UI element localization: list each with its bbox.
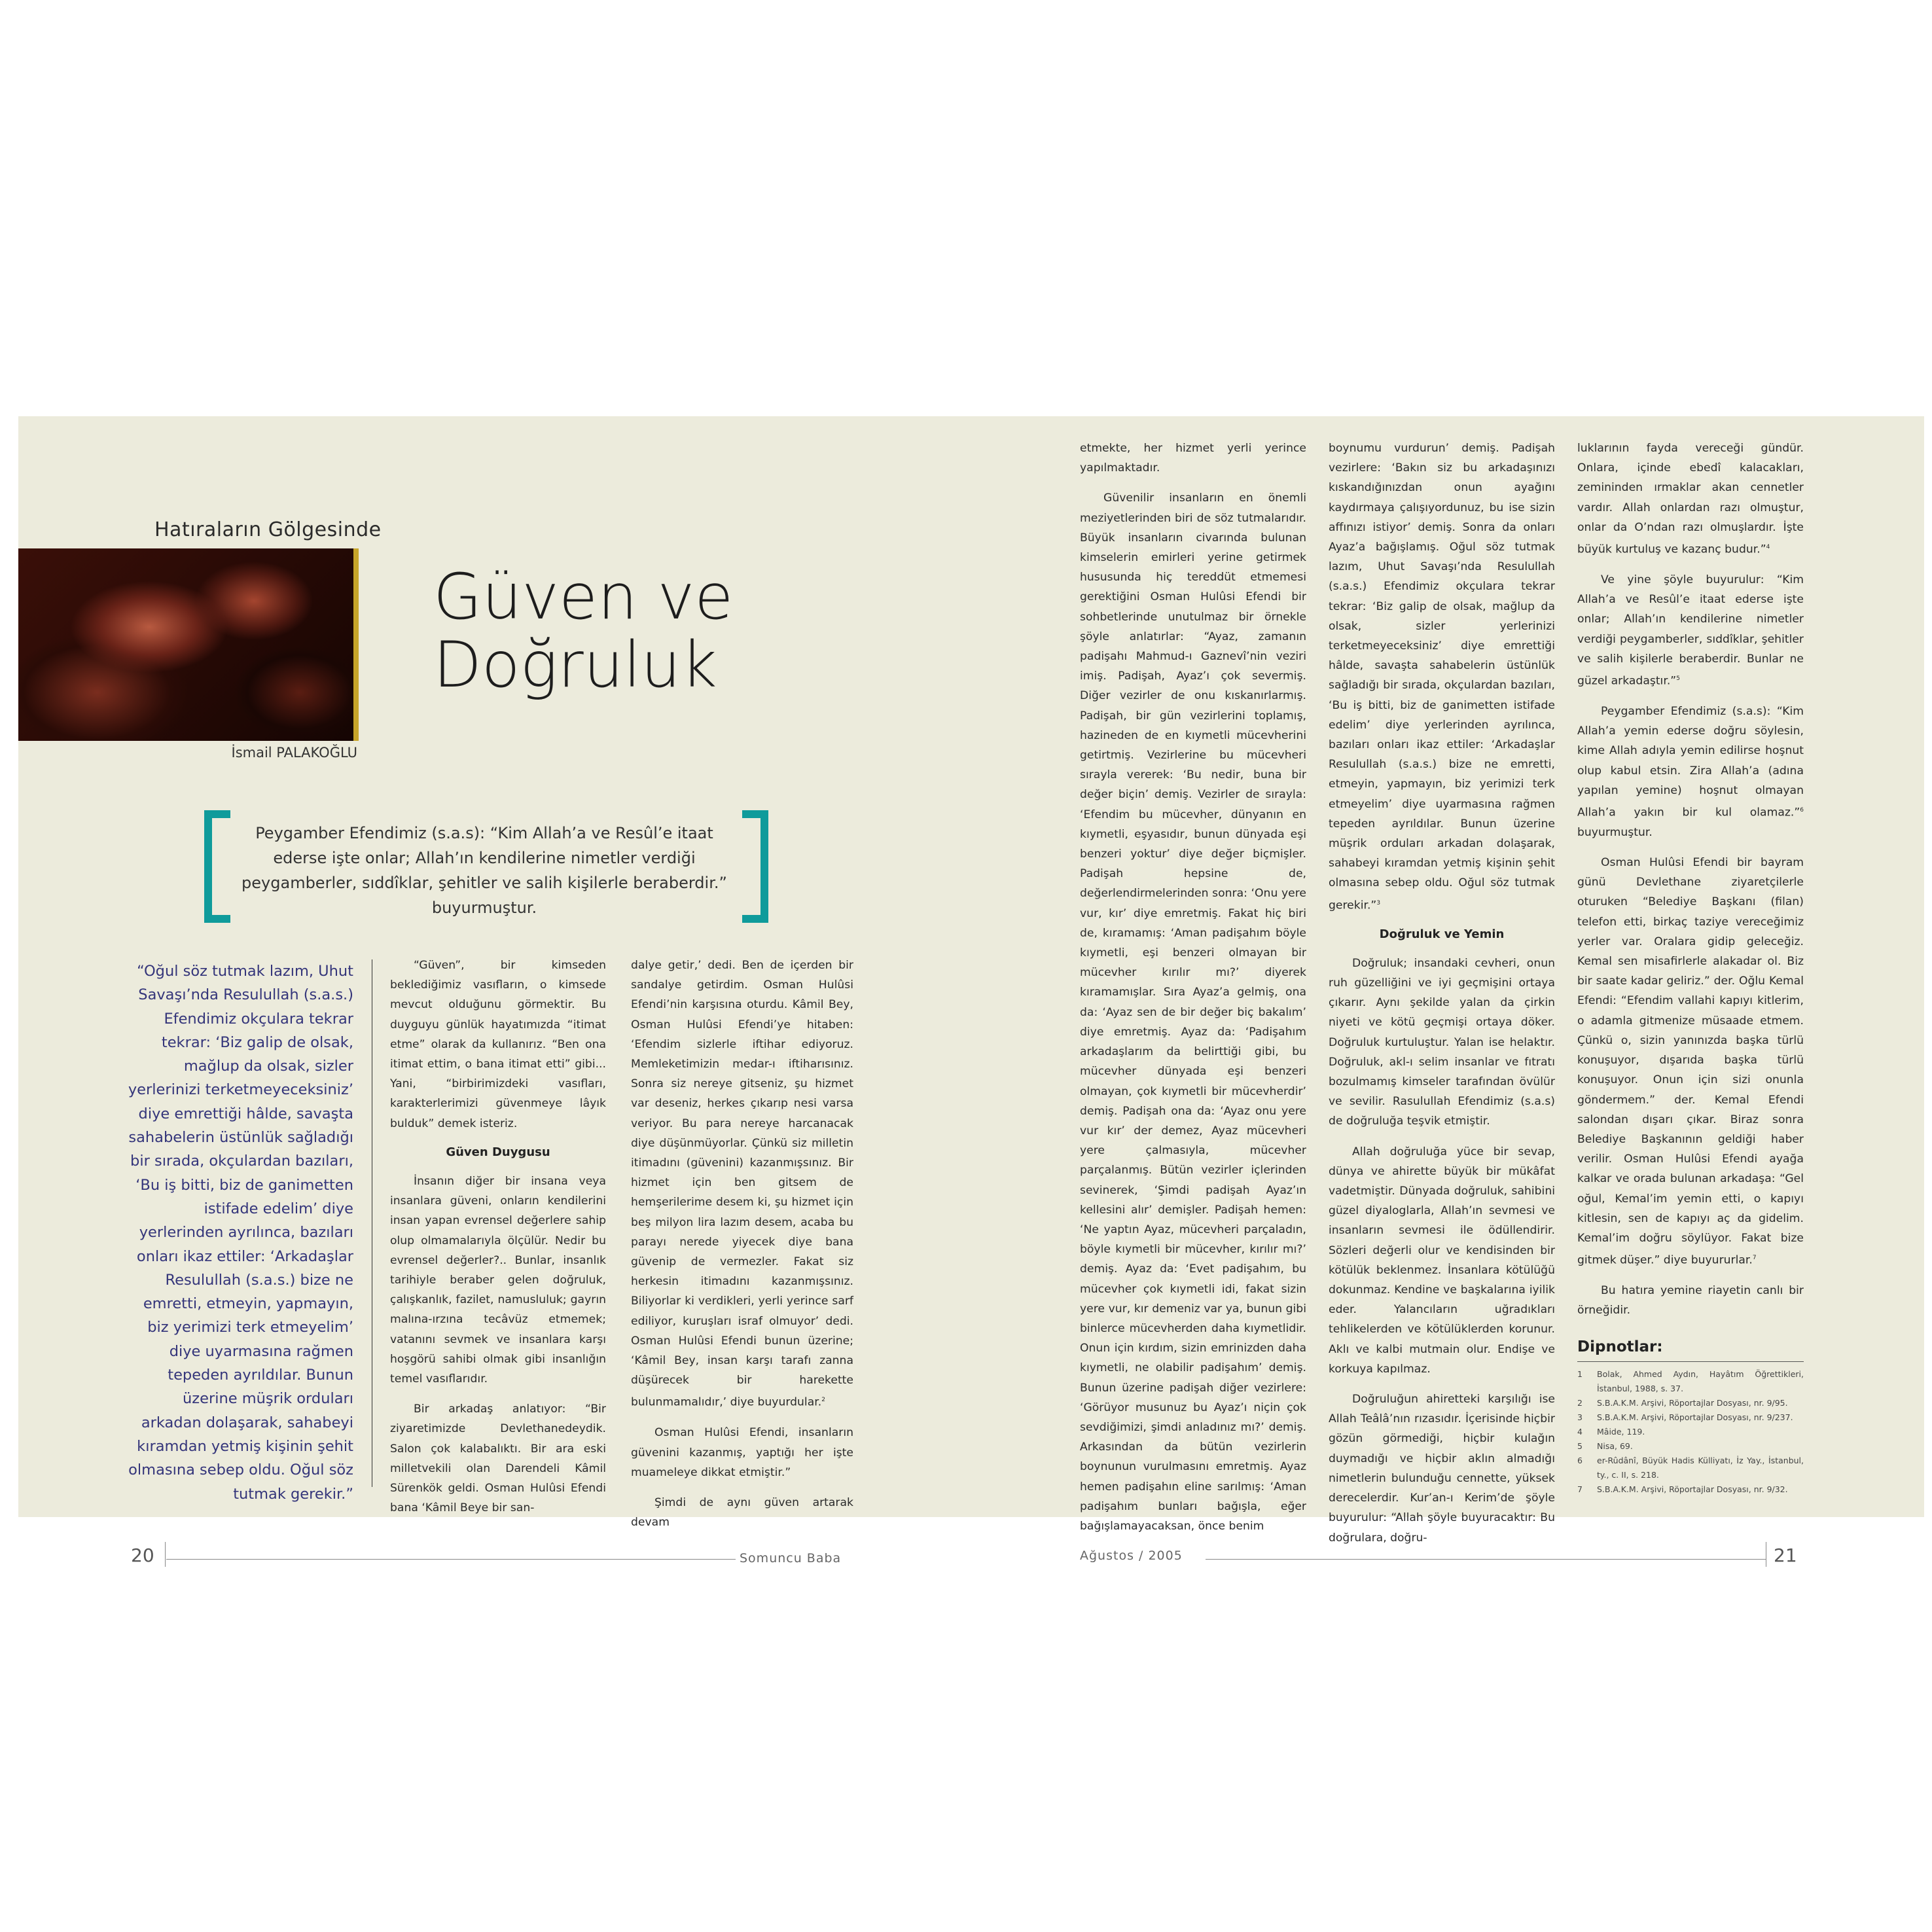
text-column-5 <box>1577 438 1804 1497</box>
footnote-item <box>1577 1367 1804 1396</box>
footnote-text: Bolak, Ahmed Aydın, Hayâtım Öğrettikleri, İstanbul, 1988, s. 37. <box>1597 1368 1804 1393</box>
paragraph-text: boynumu vurdurun’ demiş. Padişah vezirlere: ‘Bakın siz bu arkadaşınızı kıskandığınızdan onun ayağını kaydırmaya çalışıyordunuz, bu ise sizin affınızı istiyor’ demiş. Sonra da onları Ayaz’a bağışlamış. Oğul söz tutmak lazım, Uhut Savaşı’nda Resulullah (s.a.s.) Efendimiz okçulara tekrar tekrar: ‘Biz galip de olsak, mağlup da olsak, sizler yerlerinizi terketmeyeceksiniz’ diye emrettiği hâlde, savaşta sahabelerin üstünlük sağladığı bir sırada, okçulardan bazıları, ‘Bu iş bitti, biz de ganimetten istifade edelim’ diye yerlerinden ayrılınca, bazıları onları ikaz ettiler: ‘Arkadaşlar Resulullah (s.a.s.) bize ne emretti, etmeyin, yapmayın, biz yerimizi terk etmeyelim’ diye uyarmasına rağmen tepeden ayrıldılar. Bunun üzerine müşrik orduları arkadan dolaşarak, sahabeyi kıramdan yetmiş kişinin şehit olmasına sebep oldu. Oğul söz tutmak gerekir.” <box>1329 442 1555 912</box>
text-column-2 <box>631 956 853 1532</box>
ornament-photo <box>18 548 353 741</box>
paragraph: Doğruluk; insandaki cevheri, onun ruh güzelliğini ve iyi geçmişini ortaya çıkarır. Aynı şekilde yalan da çirkin niyeti ve kötü geçmişi ortaya döker. Doğruluk kurtuluştur. Yalan ise helaktır. Doğruluk, akl-ı selim insanlar ve fıtratı bozulmamış kimseler tarafından övülür ve sevilir. Rasulullah Efendimiz (s.a.s) de doğruluğa teşvik etmiştir. <box>1329 956 1555 1128</box>
footnote-ref: 5 <box>1676 675 1680 682</box>
right-bracket-icon <box>742 810 768 923</box>
footnote-ref: 7 <box>1752 1255 1757 1262</box>
footnote-number: 1 <box>1577 1368 1583 1379</box>
paragraph-text: luklarının fayda vereceği gündür. Onlara, içinde ebedî kalacakları, zemininden ırmaklar akan cennetler vardır. Allah onlardan razı olmuştur, onlar da O’ndan razı olmuşlardır. İşte büyük kurtuluş ve kazanç budur.” <box>1577 442 1804 556</box>
left-bracket-icon <box>204 810 230 923</box>
footnote-item <box>1577 1454 1804 1482</box>
footnote-text: Mâide, 119. <box>1597 1426 1645 1437</box>
text-column-1 <box>390 956 606 1518</box>
headline-line-2: Doğruluk <box>433 628 717 702</box>
footnote-text: S.B.A.K.M. Arşivi, Röportajlar Dosyası, nr. 9/237. <box>1597 1412 1793 1422</box>
subheading-dogruluk-ve-yemin: Doğruluk ve Yemin <box>1379 927 1505 941</box>
footnote-number: 7 <box>1577 1484 1583 1494</box>
paragraph <box>1577 438 1804 560</box>
paragraph <box>1577 570 1804 691</box>
footnotes-list <box>1577 1367 1804 1497</box>
author-name: İsmail PALAKOĞLU <box>231 745 357 760</box>
paragraph: Güvenilir insanların en önemli meziyetlerinden biri de söz tutmalarıdır. Büyük insanların civarında bulunan kimselerin emirleri yerine getirmek hususunda hiç tereddüt etmemesi gerektiğini Osman Hulûsi Efendi bir sohbetlerinde unutulmaz bir örnekle şöyle anlatırlar: “Ayaz, zamanın padişahı Mahmud-ı Gaznevî’nin veziri imiş. Padişah, Ayaz’ı çok severmiş. Diğer vezirler de onu kıskanırlarmış. Padişah, bir gün vezirlerini toplamış, hazineden de en kıymetli mücevherini getirtmiş. Vezirlerine bu mücevheri sırayla vererek: ‘Bu nedir, buna bir değer biçin’ demiş. Vezirler de sırayla: ‘Efendim bu mücevher, dünyanın en kıymetli, eşyasıdır, bunun dünyada eşi benzeri yoktur’ diye değer biçmişler. Padişah hepsine de, değerlendirmelerinden sonra: ‘Onu yere vur, kır’ diye emretmiş. Fakat hiç biri de, kıramamış: ‘Aman padişahım böyle kıymetli, eşi benzeri olmayan bir mücevher kırılır mı?’ diyerek kıramamışlar. Sıra Ayaz’a gelmiş, ona da: ‘Ayaz sen de bir değer biç bakalım’ diye emretmiş. Ayaz da: ‘Padişahım arkadaşlarım da belirttiği gibi, bu mücevher dünyada eşi benzeri olmayan, çok kıymetli bir mücevherdir’ demiş. Padişah ona da: ‘Ayaz onu yere vur kır’ der demez, Ayaz mücevheri yere çalmasıyla, mücevher parçalanmış. Bütün vezirler içlerinden sevinerek, ‘Şimdi padişah Ayaz’ın kellesini alır’ demişler. Padişah hemen: ‘Ne yaptın Ayaz, mücevheri parçaladın, böyle kıymetli bir mücevher, kırılır mı?’ demiş. Ayaz da: ‘Evet padişahım, bu mücevher çok kıymetli idi, fakat sizin yere vur, kır demeniz var ya, bunun gibi binlerce mücevherden daha kıymetlidir. Onun için kırdım, sizin emrinizden daha kıymetli, ne olabilir padişahım’ demiş. Bunun üzerine padişah diğer vezirlere: ‘Görüyor musunuz bu Ayaz’ı niçin çok sevdiğimizi, şimdi anladınız mı?’ demiş. Arkasından da bütün vezirlerin boynunun vurulmasını emretmiş. Ayaz hemen padişahın eline sarılmış: ‘Aman padişahım bunları bağışla, eğer bağışlamayacaksan, önce benim <box>1080 492 1306 1533</box>
footer-tick-left <box>165 1542 166 1567</box>
paragraph: Allah doğruluğa yüce bir sevap, dünya ve ahirette büyük bir mükâfat vadetmiştir. Dünyada doğruluk, sahibini güzel diyaloglarla, Allah’ın sevmesi ve insanların sevmesi ile ödüllendirir. Sözleri değerli olur ve kendisinden bir kötülük beklenmez. İnsanlara kötülüğü dokunmaz. Kendine ve başkalarına iyilik eder. Yalancıların uğradıkları tehlikelerden ve kötülüklerden korunur. Aklı ve kalbi mutmain olur. Endişe ve korkuya kapılmaz. <box>1329 1145 1555 1376</box>
footnote-text: S.B.A.K.M. Arşivi, Röportajlar Dosyası, nr. 9/95. <box>1597 1397 1788 1408</box>
paragraph-text: Peygamber Efendimiz (s.a.s): “Kim Allah’a yemin ederse doğru söylesin, kime Allah adıyla yemin edilirse hoşnut olup kabul etsin. Zira Allah’a (adına yapılan yemine) hoşnut olmayan Allah’a yakın bir kul olamaz.” <box>1577 704 1804 819</box>
footnote-ref: 4 <box>1766 544 1770 551</box>
paragraph-text: buyurmuştur. <box>1577 825 1653 839</box>
photo-accent-bar <box>353 548 359 741</box>
pull-quote: Peygamber Efendimiz (s.a.s): “Kim Allah’a ve Resûl’e itaat ederse işte onlar; Allah’ın kendilerine nimetler verdiği peygamberler, sıddîklar, şehitler ve salih kişilerle beraberdir.” buyurmuştur. <box>241 824 727 917</box>
footnote-item <box>1577 1439 1804 1454</box>
paragraph <box>1577 702 1804 842</box>
paragraph: Şimdi de aynı güven artarak devam <box>631 1496 853 1530</box>
footer-rule-right <box>1206 1559 1766 1560</box>
left-page-number: 20 <box>131 1545 154 1566</box>
footnote-item <box>1577 1396 1804 1410</box>
issue-date: Ağustos / 2005 <box>1080 1548 1183 1563</box>
footnotes-heading: Dipnotlar: <box>1577 1337 1804 1361</box>
magazine-name: Somuncu Baba <box>740 1551 842 1565</box>
paragraph: Bir arkadaş anlatıyor: “Bir ziyaretimizde Devlethanedeydik. Salon çok kalabalıktı. Bir ara eski milletvekili olan Darendeli Kâmil Sürenkök geldi. Osman Hulûsi Efendi bana ‘Kâmil Beye bir san- <box>390 1403 606 1515</box>
footnote-text: er-Rûdânî, Büyük Hadis Külliyatı, İz Yay., İstanbul, ty., c. II, s. 218. <box>1597 1455 1804 1480</box>
footnote-ref: 2 <box>821 1397 825 1404</box>
footnote-item <box>1577 1410 1804 1425</box>
footnote-number: 2 <box>1577 1397 1583 1408</box>
footer-rule-left <box>166 1559 736 1560</box>
text-column-3 <box>1080 438 1306 1536</box>
article-headline <box>433 560 734 702</box>
side-quote: “Oğul söz tutmak lazım, Uhut Savaşı’nda Resulullah (s.a.s.) Efendimiz okçulara tekrar tekrar: ‘Biz galip de olsak, mağlup da olsak, sizler yerlerinizi terketmeyeceksiniz’ diye emrettiği hâlde, savaşta sahabelerin üstünlük sağladığı bir sırada, okçulardan bazıları, ‘Bu iş bitti, biz de ganimetten istifade edelim’ diye yerlerinden ayrılınca, bazıları onları ikaz ettiler: ‘Arkadaşlar Resulullah (s.a.s.) bize ne emretti, etmeyin, yapmayın, biz yerimizi terk etmeyelim’ diye uyarmasına rağmen tepeden ayrıldılar. Bunun üzerine müşrik orduları arkadan dolaşarak, sahabeyi kıramdan yetmiş kişinin şehit olmasına sebep oldu. Oğul söz tutmak gerekir.” <box>128 963 353 1503</box>
paragraph-text: Ve yine şöyle buyurulur: “Kim Allah’a ve Resûl’e itaat ederse işte onlar; Allah’ın kendilerine nimetler verdiği peygamberler, sıddîklar, şehitler ve salih kişilerle beraberdir. Bunlar ne güzel arkadaştır.” <box>1577 573 1804 688</box>
paragraph <box>1577 853 1804 1270</box>
footnote-item <box>1577 1482 1804 1497</box>
footnote-text: S.B.A.K.M. Arşivi, Röportajlar Dosyası, nr. 9/32. <box>1597 1484 1788 1494</box>
paragraph: etmekte, her hizmet yerli yerince yapılmaktadır. <box>1080 442 1306 475</box>
paragraph-text: dalye getir,’ dedi. Ben de içerden bir sandalye getirdim. Osman Hulûsi Efendi’nin karşısına oturdu. Kâmil Bey, Osman Hulûsi Efendi’ye hitaben: ‘Efendim sizlerle iftihar ediyoruz. Memleketimizin medar-ı iftiharısınız. Sonra siz nereye gitseniz, şu hizmet var deseniz, herkes çıkarıp nesi varsa veriyor. Bu para nereye harcanacak diye düşünmüyorlar. Çünkü siz milletin itimadını (güvenini) kazanmışsınız. Bir hizmet için ben gitsem de hemşerilerime desem ki, şu hizmet için beş milyon lira lazım desem, acaba bu parayı nerede yiyecek diye bana güvenip de vermezler. Fakat siz herkesin itimadını kazanmışsınız. Biliyorlar ki verdikleri, yerli yerince sarf ediliyor, kuruşları israf olmuyor’ dedi. Osman Hulûsi Efendi bunun üzerine; ‘Kâmil Bey, insan karşı tarafı zanna düşürecek bir harekette bulunmamalıdır,’ diye buyurdular. <box>631 959 853 1410</box>
footnote-number: 6 <box>1577 1455 1583 1465</box>
paragraph <box>631 956 853 1412</box>
paragraph-text: Osman Hulûsi Efendi bir bayram günü Devlethane ziyaretçilerle oturuken “Belediye Başkanı (filan) telefon etti, birkaç taziye vereceğimiz yerler var. Oralara gidip geleceğiz. Kemal sen misafirlerle alakadar ol. Biz bir saate kadar geliriz.” der. Oğlu Kemal Efendi: “Efendim vallahi kapıyı kitlerim, o adamla gitmenize müsaade etmem. Çünkü o, sizin yanınızda başka türlü konuşuyor, dışarıda başka türlü konuşuyor. Onun için sizi onunla göndermem.” der. Kemal Efendi salondan dışarı çıkar. Biraz sonra Belediye Başkanının geldiği haber verilir. Osman Hulûsi Efendi ayağa kalkar ve orada bulunan arkadaşa: “Gel oğul, Kemal’im yemin etti, o kapıyı kitlesin, sen de kapıyı aç da gidelim. Kemal’im doğru söylüyor. Fakat bize gitmek düşer.” diye buyururlar. <box>1577 856 1804 1267</box>
paragraph: Bu hatıra yemine riayetin canlı bir örneğidir. <box>1577 1284 1804 1317</box>
footnote-number: 3 <box>1577 1412 1583 1422</box>
headline-line-1: Güven ve <box>433 560 734 634</box>
paragraph <box>1329 438 1555 916</box>
footnote-item <box>1577 1425 1804 1439</box>
section-title: Hatıraların Gölgesinde <box>154 518 382 541</box>
subheading-guven-duygusu: Güven Duygusu <box>446 1145 550 1159</box>
right-page-number: 21 <box>1774 1545 1797 1566</box>
paragraph: Doğruluğun ahiretteki karşılığı ise Allah Teâlâ’nın rızasıdır. İçerisinde hiçbir gözün görmediği, hiçbir kulağın duymadığı ve hiçbir aklın almadığı nimetlerin bulunduğu cennette, yüksek derecelerdir. Kur’an-ı Kerim’de şöyle buyurulur: “Allah şöyle buyuracaktır: Bu doğrulara, doğru- <box>1329 1393 1555 1545</box>
footnote-ref: 6 <box>1800 806 1804 814</box>
footnote-number: 4 <box>1577 1426 1583 1437</box>
footnote-ref: 3 <box>1376 899 1381 906</box>
paragraph: Osman Hulûsi Efendi, insanların güvenini kazanmış, yaptığı her işte muameleye dikkat etmiştir.” <box>631 1426 853 1479</box>
paragraph: İnsanın diğer bir insana veya insanlara güveni, onların kendilerini insan yapan evrensel değerlere sahip olup olmamalarıyla ölçülür. Nedir bu evrensel değerler?.. Bunlar, insanlık tarihiyle beraber gelen doğruluk, çalışkanlık, fazilet, namusluluk; gayrın malına-ırzına tecâvüz etmemek; vatanını sevmek ve insanlara karşı hoşgörü sahibi olmak gibi insanlığın temel vasıflarıdır. <box>390 1175 606 1386</box>
footnote-text: Nisa, 69. <box>1597 1440 1633 1451</box>
paragraph: “Güven”, bir kimseden beklediğimiz vasıfların, o kimsede mevcut olduğunu görmektir. Bu duyguyu günlük hayatımızda “itimat etme” olarak da kullanırız. “Ben ona itimat ettim, o bana itimat etti” gibi... Yani, “birbirimizdeki vasıfları, karakterlerimizi güvenmeye lâyık bulduk” demek isteriz. <box>390 959 606 1130</box>
footnote-number: 5 <box>1577 1440 1583 1451</box>
text-column-4 <box>1329 438 1555 1548</box>
